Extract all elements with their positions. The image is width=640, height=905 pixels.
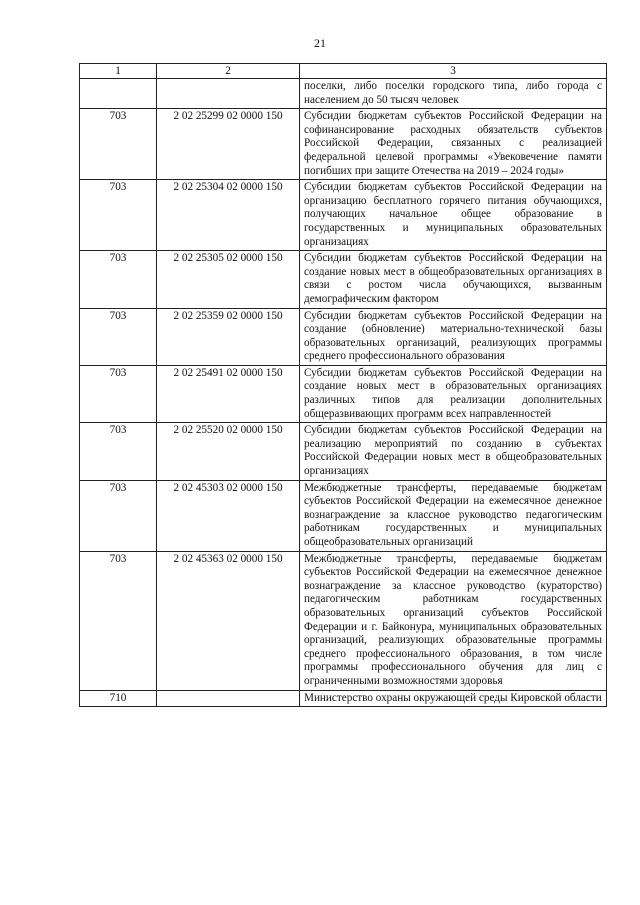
- header-col-1: 1: [80, 64, 157, 79]
- table-row: [80, 423, 607, 480]
- table-row: [80, 551, 607, 690]
- row-code: 703: [80, 423, 157, 480]
- row-code: 703: [80, 551, 157, 690]
- header-col-2: 2: [157, 64, 300, 79]
- table-row: [80, 480, 607, 551]
- row-code: 703: [80, 365, 157, 422]
- row-description: Субсидии бюджетам субъектов Российской Федерации на реализацию мероприятий по созданию в субъектах Российской Федерации новых мест в общеобразовательных организациях: [300, 423, 607, 480]
- table-row: [80, 690, 607, 707]
- row-budget-code: 2 02 25299 02 0000 150: [157, 109, 300, 180]
- table-row: [80, 79, 607, 109]
- page-number: 21: [314, 36, 326, 50]
- row-budget-code: 2 02 25359 02 0000 150: [157, 308, 300, 365]
- row-budget-code: [157, 79, 300, 109]
- row-description: поселки, либо поселки городского типа, либо города с населением до 50 тысяч человек: [300, 79, 607, 109]
- row-description: Субсидии бюджетам субъектов Российской Федерации на создание новых мест в образовательных организациях различных типов для реализации дополнительных общеразвивающих программ всех направленностей: [300, 365, 607, 422]
- table-row: [80, 180, 607, 251]
- row-code: 703: [80, 480, 157, 551]
- row-description: Министерство охраны окружающей среды Кировской области: [300, 690, 607, 707]
- table-row: [80, 308, 607, 365]
- row-code: 710: [80, 690, 157, 707]
- row-budget-code: 2 02 25304 02 0000 150: [157, 180, 300, 251]
- budget-codes-table: [79, 63, 607, 707]
- table-row: [80, 109, 607, 180]
- row-description: Межбюджетные трансферты, передаваемые бюджетам субъектов Российской Федерации на ежемесячное денежное вознаграждение за классное руководство (кураторство) педагогическим работникам государственных образовательных организаций субъектов Российской Федерации и г. Байконура, муниципальных образовательных организаций, реализующих образовательные программы среднего профессионального образования, в том числе программы профессионального обучения для лиц с ограниченными возможностями здоровья: [300, 551, 607, 690]
- row-code: 703: [80, 180, 157, 251]
- row-budget-code: 2 02 25520 02 0000 150: [157, 423, 300, 480]
- header-col-3: 3: [300, 64, 607, 79]
- row-budget-code: 2 02 25491 02 0000 150: [157, 365, 300, 422]
- row-budget-code: 2 02 45363 02 0000 150: [157, 551, 300, 690]
- row-code: 703: [80, 109, 157, 180]
- row-description: Субсидии бюджетам субъектов Российской Федерации на организацию бесплатного горячего питания обучающихся, получающих начальное общее образование в государственных и муниципальных образовательных организациях: [300, 180, 607, 251]
- row-code: 703: [80, 308, 157, 365]
- table-row: [80, 365, 607, 422]
- row-code: 703: [80, 251, 157, 308]
- row-budget-code: 2 02 45303 02 0000 150: [157, 480, 300, 551]
- row-description: Субсидии бюджетам субъектов Российской Федерации на софинансирование расходных обязательств субъектов Российской Федерации, связанных с реализацией федеральной целевой программы «Увековечение памяти погибших при защите Отечества на 2019 – 2024 годы»: [300, 109, 607, 180]
- row-code: [80, 79, 157, 109]
- row-description: Субсидии бюджетам субъектов Российской Федерации на создание (обновление) материально-технической базы образовательных организаций, реализующих программы среднего профессионального образования: [300, 308, 607, 365]
- row-budget-code: 2 02 25305 02 0000 150: [157, 251, 300, 308]
- table-row: [80, 251, 607, 308]
- row-budget-code: [157, 690, 300, 707]
- table-header-row: [80, 64, 607, 79]
- row-description: Субсидии бюджетам субъектов Российской Федерации на создание новых мест в общеобразовательных организациях в связи с ростом числа обучающихся, вызванным демографическим фактором: [300, 251, 607, 308]
- row-description: Межбюджетные трансферты, передаваемые бюджетам субъектов Российской Федерации на ежемесячное денежное вознаграждение за классное руководство педагогическим работникам государственных и муниципальных общеобразовательных организаций: [300, 480, 607, 551]
